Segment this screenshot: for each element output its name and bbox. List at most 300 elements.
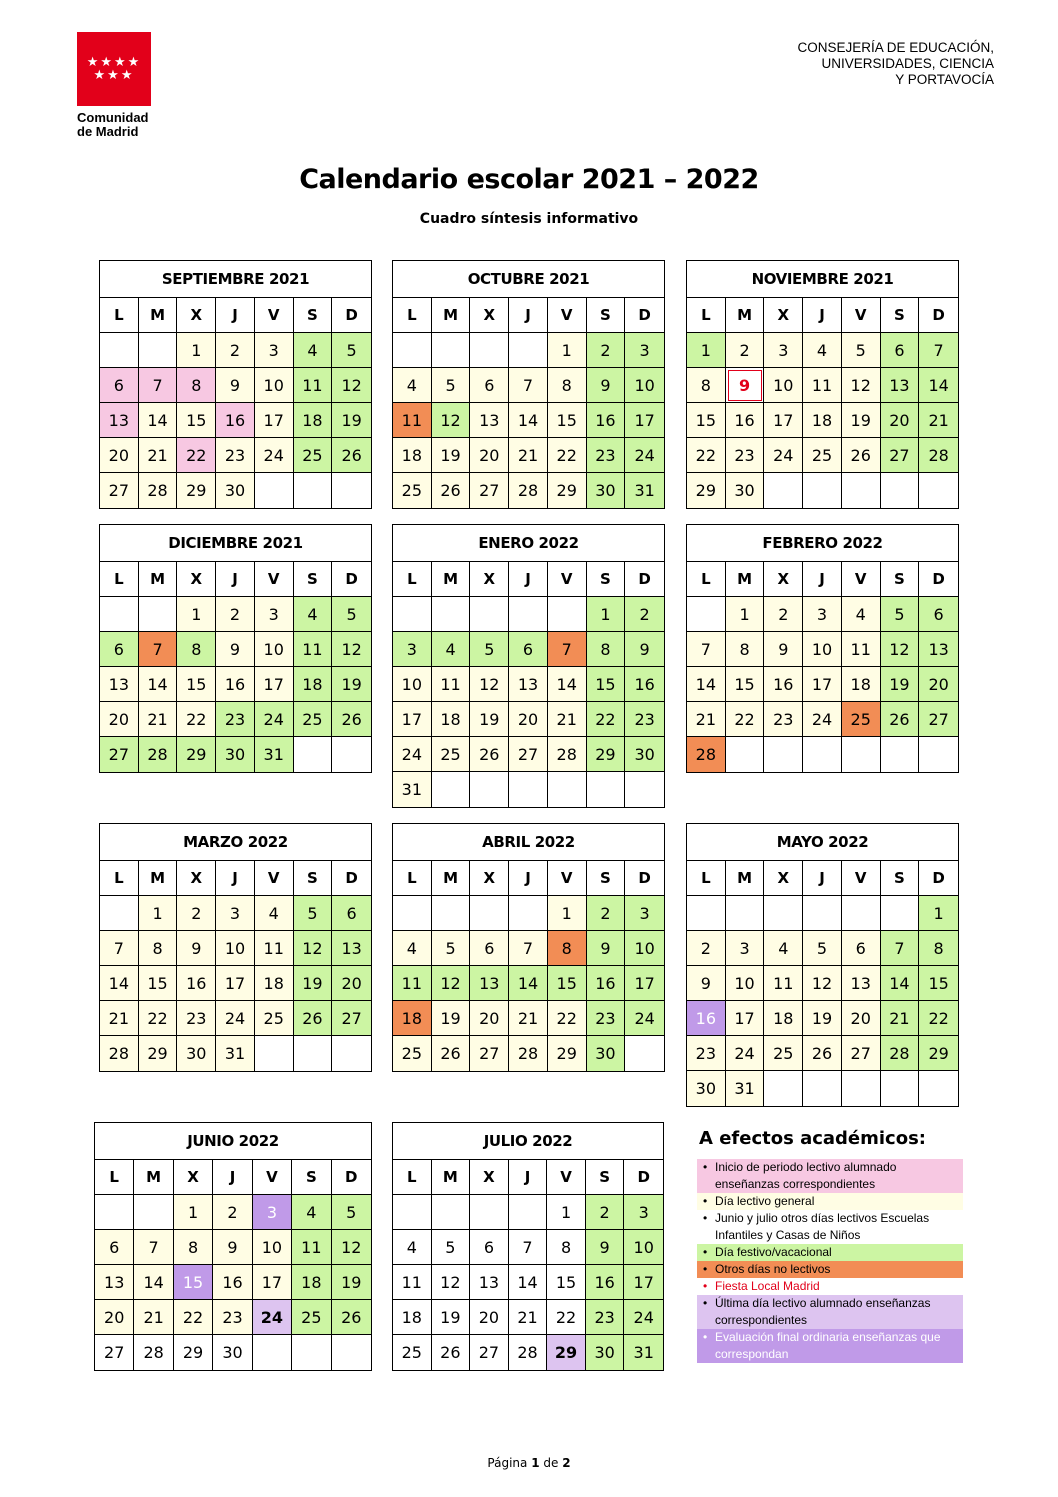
day-cell: 26 [803,1036,842,1071]
day-cell: 20 [470,438,509,473]
footer-middle: de [539,1456,563,1470]
dept-line2: UNIVERSIDADES, CIENCIA [821,56,994,71]
weekday-header: M [726,562,765,597]
empty-cell [470,772,509,807]
day-cell: 28 [919,438,958,473]
day-cell: 12 [332,1230,371,1265]
empty-cell [100,896,139,931]
day-cell: 1 [726,597,765,632]
day-cell: 20 [509,702,548,737]
day-cell: 21 [548,702,587,737]
day-cell: 3 [726,931,765,966]
day-cell: 9 [687,966,726,1001]
weekday-header: L [687,298,726,333]
day-cell: 6 [470,931,509,966]
day-cell: 15 [919,966,958,1001]
day-cell: 21 [139,438,178,473]
day-cell: 16 [177,966,216,1001]
month-calendar [686,524,959,773]
empty-cell [393,1195,432,1230]
weekday-header: L [687,562,726,597]
day-cell: 2 [213,1195,252,1230]
empty-cell [842,737,881,772]
month-title: FEBRERO 2022 [687,525,958,562]
month-calendar [392,1122,664,1371]
weekday-header: D [625,861,664,896]
empty-cell [509,597,548,632]
dept-line1: CONSEJERÍA DE EDUCACIÓN, [797,40,994,55]
weekday-header: V [255,562,294,597]
day-cell: 19 [432,1001,471,1036]
day-cell: 17 [764,403,803,438]
day-cell: 26 [881,702,920,737]
empty-cell [432,597,471,632]
weekday-header: D [332,298,371,333]
month-calendar [686,260,959,509]
day-cell: 2 [587,896,626,931]
empty-cell [253,1335,292,1370]
day-cell: 12 [432,966,471,1001]
day-cell: 10 [253,1230,292,1265]
weekday-header: L [100,562,139,597]
day-cell: 24 [255,438,294,473]
day-cell: 30 [177,1036,216,1071]
weekday-header: X [470,562,509,597]
day-cell: 18 [764,1001,803,1036]
day-cell: 5 [842,333,881,368]
empty-cell [294,473,333,508]
day-cell: 5 [332,1195,371,1230]
day-cell: 12 [294,931,333,966]
day-cell: 5 [332,333,371,368]
weekday-header: D [919,861,958,896]
weekday-header: S [586,1160,625,1195]
day-cell: 4 [393,368,432,403]
day-cell: 11 [292,1230,331,1265]
day-cell: 27 [470,473,509,508]
empty-cell [432,896,471,931]
month-grid [393,562,664,807]
day-cell: 29 [139,1036,178,1071]
day-cell: 9 [216,368,255,403]
day-cell: 25 [255,1001,294,1036]
day-cell: 21 [100,1001,139,1036]
day-cell: 4 [393,1230,432,1265]
day-cell: 16 [764,667,803,702]
day-cell: 24 [803,702,842,737]
day-cell: 22 [547,1300,586,1335]
weekday-header: J [509,861,548,896]
empty-cell [100,597,139,632]
day-cell: 4 [393,931,432,966]
day-cell: 5 [881,597,920,632]
day-cell: 28 [687,737,726,772]
day-cell: 29 [547,1335,586,1370]
footer-page: 1 [531,1456,540,1470]
logo [77,32,151,139]
day-cell: 29 [548,473,587,508]
day-cell: 31 [255,737,294,772]
day-cell: 22 [587,702,626,737]
day-cell: 27 [881,438,920,473]
legend [697,1128,963,1363]
day-cell: 2 [764,597,803,632]
day-cell: 21 [919,403,958,438]
day-cell: 11 [803,368,842,403]
empty-cell [625,1036,664,1071]
empty-cell [332,737,371,772]
day-cell: 7 [509,1230,548,1265]
day-cell: 20 [332,966,371,1001]
day-cell: 10 [625,368,664,403]
day-cell: 9 [587,931,626,966]
day-cell: 17 [625,403,664,438]
legend-item: • Otros días no lectivos [697,1261,963,1278]
empty-cell [509,1195,548,1230]
day-cell: 7 [509,368,548,403]
empty-cell [625,772,664,807]
weekday-header: X [177,861,216,896]
day-cell: 7 [687,632,726,667]
legend-title: A efectos académicos: [699,1128,926,1149]
month-title: OCTUBRE 2021 [393,261,664,298]
day-cell: 11 [294,368,333,403]
day-cell: 2 [687,931,726,966]
day-cell: 18 [393,1300,432,1335]
empty-cell [587,772,626,807]
day-cell: 25 [842,702,881,737]
empty-cell [842,896,881,931]
empty-cell [432,772,471,807]
weekday-header: S [294,298,333,333]
day-cell: 28 [881,1036,920,1071]
legend-items [697,1159,963,1363]
empty-cell [548,772,587,807]
day-cell: 21 [139,702,178,737]
day-cell: 23 [726,438,765,473]
day-cell: 31 [216,1036,255,1071]
month-grid [100,298,371,508]
day-cell: 18 [255,966,294,1001]
weekday-header: D [332,1160,371,1195]
page-title: Calendario escolar 2021 – 2022 [299,164,759,195]
empty-cell [726,896,765,931]
weekday-header: M [139,298,178,333]
day-cell: 24 [393,737,432,772]
logo-text-line2: de Madrid [77,124,139,139]
footer-total: 2 [562,1456,571,1470]
day-cell: 28 [100,1036,139,1071]
day-cell: 15 [687,403,726,438]
day-cell: 23 [177,1001,216,1036]
day-cell: 30 [625,737,664,772]
weekday-header: D [625,562,664,597]
day-cell: 9 [177,931,216,966]
day-cell: 23 [213,1300,252,1335]
day-cell: 15 [587,667,626,702]
day-cell: 8 [174,1230,213,1265]
day-cell: 24 [255,702,294,737]
day-cell: 8 [547,1230,586,1265]
day-cell: 18 [393,438,432,473]
day-cell: 10 [216,931,255,966]
day-cell: 3 [255,597,294,632]
day-cell: 22 [174,1300,213,1335]
day-cell: 28 [509,1036,548,1071]
day-cell: 14 [509,1265,548,1300]
day-cell: 31 [726,1071,765,1106]
day-cell: 21 [881,1001,920,1036]
day-cell: 8 [177,368,216,403]
day-cell: 29 [687,473,726,508]
month-grid [393,1160,663,1370]
weekday-header: J [509,1160,548,1195]
day-cell: 19 [332,403,371,438]
day-cell: 18 [294,403,333,438]
empty-cell [548,597,587,632]
day-cell: 8 [177,632,216,667]
month-title: ENERO 2022 [393,525,664,562]
day-cell: 19 [432,438,471,473]
day-cell: 11 [764,966,803,1001]
day-cell: 25 [432,737,471,772]
day-cell: 27 [95,1335,134,1370]
weekday-header: S [587,562,626,597]
weekday-header: L [687,861,726,896]
day-cell: 27 [100,737,139,772]
day-cell: 14 [139,403,178,438]
day-cell: 26 [842,438,881,473]
month-calendar [99,823,372,1072]
day-cell: 7 [100,931,139,966]
day-cell: 12 [470,667,509,702]
day-cell: 26 [470,737,509,772]
day-cell: 8 [548,931,587,966]
day-cell: 14 [509,403,548,438]
day-cell: 2 [216,597,255,632]
month-title: SEPTIEMBRE 2021 [100,261,371,298]
day-cell: 9 [587,368,626,403]
day-cell: 26 [332,1300,371,1335]
weekday-header: S [294,562,333,597]
weekday-header: X [470,861,509,896]
day-cell: 14 [548,667,587,702]
day-cell: 31 [625,473,664,508]
month-grid [687,861,958,1106]
weekday-header: V [548,562,587,597]
empty-cell [919,473,958,508]
day-cell: 14 [509,966,548,1001]
day-cell: 23 [216,702,255,737]
day-cell: 2 [587,333,626,368]
day-cell: 1 [548,896,587,931]
day-cell: 28 [139,473,178,508]
day-cell: 24 [726,1036,765,1071]
day-cell: 24 [764,438,803,473]
empty-cell [332,1036,371,1071]
weekday-header: J [213,1160,252,1195]
weekday-header: M [139,562,178,597]
weekday-header: M [432,1160,471,1195]
empty-cell [764,896,803,931]
day-cell: 1 [174,1195,213,1230]
day-cell: 17 [253,1265,292,1300]
empty-cell [393,597,432,632]
day-cell: 6 [470,368,509,403]
day-cell: 17 [216,966,255,1001]
day-cell: 18 [294,667,333,702]
weekday-header: V [842,298,881,333]
day-cell: 23 [764,702,803,737]
day-cell: 30 [216,473,255,508]
day-cell: 26 [432,473,471,508]
legend-item: • Evaluación final ordinaria enseñanzas que correspondan [697,1329,963,1363]
logo-text-line1: Comunidad [77,110,149,125]
day-cell: 4 [255,896,294,931]
day-cell: 25 [764,1036,803,1071]
day-cell: 21 [134,1300,173,1335]
weekday-header: M [726,298,765,333]
month-calendar [686,823,959,1107]
month-title: MAYO 2022 [687,824,958,861]
day-cell: 8 [587,632,626,667]
weekday-header: L [393,298,432,333]
day-cell: 14 [919,368,958,403]
weekday-header: V [548,861,587,896]
day-cell: 9 [625,632,664,667]
day-cell: 29 [919,1036,958,1071]
weekday-header: L [100,861,139,896]
day-cell: 9 [726,368,765,403]
empty-cell [95,1195,134,1230]
day-cell: 3 [216,896,255,931]
day-cell: 28 [134,1335,173,1370]
empty-cell [687,896,726,931]
day-cell: 10 [393,667,432,702]
day-cell: 23 [625,702,664,737]
day-cell: 10 [255,632,294,667]
weekday-header: D [919,298,958,333]
day-cell: 16 [687,1001,726,1036]
day-cell: 25 [393,1036,432,1071]
day-cell: 17 [726,1001,765,1036]
day-cell: 25 [803,438,842,473]
weekday-header: V [253,1160,292,1195]
weekday-header: V [255,861,294,896]
day-cell: 26 [294,1001,333,1036]
empty-cell [687,597,726,632]
empty-cell [255,473,294,508]
empty-cell [470,1195,509,1230]
day-cell: 19 [432,1300,471,1335]
day-cell: 20 [95,1300,134,1335]
weekday-header: J [803,562,842,597]
weekday-header: S [587,861,626,896]
day-cell: 31 [624,1335,663,1370]
legend-item: • Última día lectivo alumnado enseñanzas correspondientes [697,1295,963,1329]
day-cell: 9 [586,1230,625,1265]
department-name [797,40,994,88]
day-cell: 13 [332,931,371,966]
month-grid [393,298,664,508]
day-cell: 19 [294,966,333,1001]
weekday-header: X [177,298,216,333]
empty-cell [919,737,958,772]
empty-cell [881,1071,920,1106]
day-cell: 28 [548,737,587,772]
logo-text [77,111,151,139]
weekday-header: S [292,1160,331,1195]
day-cell: 6 [842,931,881,966]
day-cell: 13 [509,667,548,702]
day-cell: 25 [393,1335,432,1370]
day-cell: 12 [332,632,371,667]
day-cell: 5 [803,931,842,966]
day-cell: 16 [586,1265,625,1300]
day-cell: 1 [587,597,626,632]
month-grid [100,861,371,1071]
month-calendar [99,260,372,509]
day-cell: 20 [919,667,958,702]
day-cell: 7 [509,931,548,966]
day-cell: 11 [842,632,881,667]
day-cell: 1 [919,896,958,931]
empty-cell [919,1071,958,1106]
day-cell: 2 [726,333,765,368]
day-cell: 26 [432,1036,471,1071]
stars-icon: ★★★★ ★★★ [86,55,142,83]
weekday-header: J [509,562,548,597]
month-calendar [392,260,665,509]
empty-cell [294,737,333,772]
day-cell: 21 [509,438,548,473]
day-cell: 6 [509,632,548,667]
day-cell: 20 [100,702,139,737]
day-cell: 17 [624,1265,663,1300]
day-cell: 5 [432,368,471,403]
weekday-header: L [100,298,139,333]
day-cell: 25 [393,473,432,508]
day-cell: 2 [625,597,664,632]
weekday-header: M [134,1160,173,1195]
day-cell: 3 [625,333,664,368]
day-cell: 17 [625,966,664,1001]
empty-cell [803,896,842,931]
dept-line3: Y PORTAVOCÍA [895,72,994,87]
empty-cell [842,1071,881,1106]
day-cell: 4 [803,333,842,368]
weekday-header: J [216,298,255,333]
weekday-header: J [216,562,255,597]
day-cell: 8 [726,632,765,667]
empty-cell [881,896,920,931]
day-cell: 15 [174,1265,213,1300]
month-title: MARZO 2022 [100,824,371,861]
day-cell: 29 [174,1335,213,1370]
day-cell: 27 [842,1036,881,1071]
day-cell: 2 [586,1195,625,1230]
day-cell: 29 [587,737,626,772]
day-cell: 11 [294,632,333,667]
page-footer [0,1456,1058,1470]
page-subtitle: Cuadro síntesis informativo [419,211,639,227]
legend-item: • Inicio de periodo lectivo alumnado enseñanzas correspondientes [697,1159,963,1193]
day-cell: 8 [919,931,958,966]
empty-cell [509,772,548,807]
day-cell: 14 [687,667,726,702]
day-cell: 16 [216,667,255,702]
day-cell: 22 [687,438,726,473]
